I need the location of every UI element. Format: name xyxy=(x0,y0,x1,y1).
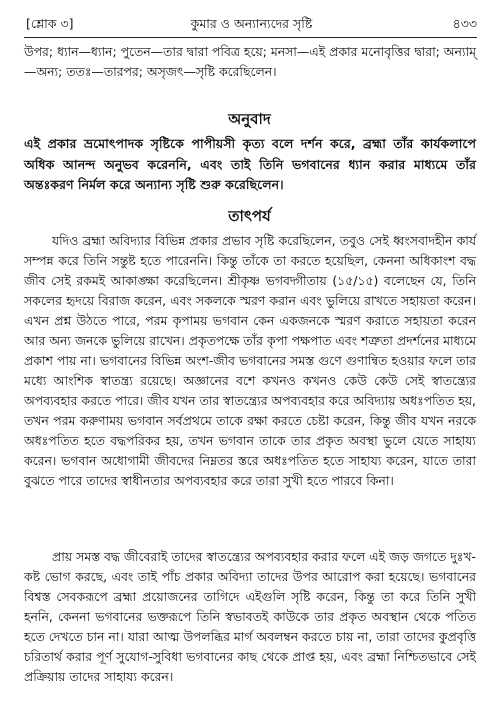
translation-text: এই প্রকার ভ্রমোৎপাদক সৃষ্টিকে পাপীয়সী কৃত্য বলে দর্শন করে, ব্রহ্মা তাঁর কার্যকলাপে অধিক আনন্দ অনুভব করেননি, এবং তাই তিনি ভগবানের ধ্যান করার মাধ্যমে তাঁর অন্তঃকরণ নির্মল করে অন্যান্য সৃষ্টি শুরু করেছিলেন। xyxy=(24,136,476,192)
synonyms-text: উপর; ধ্যান—ধ্যান; পুতেন—তার দ্বারা পবিত্র হয়ে; মনসা—এই প্রকার মনোবৃত্তির দ্বারা; অন্যাম্—অন্য; ততঃ—তারপর; অসৃজৎ—সৃষ্টি করেছিলেন। xyxy=(24,44,476,79)
purport-paragraph-1: যদিও ব্রহ্মা অবিদ্যার বিভিন্ন প্রকার প্রভাব সৃষ্টি করেছিলেন, তবুও সেই ধ্বংসবাদহীন কার্য সম্পন্ন করে তিনি সন্তুষ্ট হতে পারেননি। কিন্তু তাঁকে তা করতে হয়েছিল, কেননা অধিকাংশ বদ্ধ জীব সেই রকমই আকাঙ্ক্ষা করেছিলেন। শ্রীকৃষ্ণ ভগবদ্গীতায় (১৫/১৫) বলেছেন যে, তিনি সকলের হৃদয়ে বিরাজ করেন, এবং সকলকে স্মরণ করান এবং ভুলিয়ে রাখতে সহায়তা করেন। এখন প্রশ্ন উঠতে পারে, পরম কৃপাময় ভগবান কেন একজনকে স্মরণ করাতে সহায়তা করেন আর অন্য জনকে ভুলিয়ে রাখেন। প্রকৃতপক্ষে তাঁর কৃপা পক্ষপাত এবং শত্রুতা প্রদর্শনের মাধ্যমে প্রকাশ পায় না। ভগবানের বিভিন্ন অংশ-জীব ভগবানের সমস্ত গুণে গুণান্বিত হওয়ার ফলে তার মধ্যে আংশিক স্বাতন্ত্র্য রয়েছে। অজ্ঞানের বশে কখনও কখনও কেউ কেউ সেই স্বাতন্ত্র্যের অপব্যবহার করতে পারে। জীব যখন তার স্বাতন্ত্র্যের অপব্যবহার করে অবিদ্যায় অধঃপতিত হয়, তখন পরম করুণাময় ভগবান সর্বপ্রথমে তাকে রক্ষা করতে চেষ্টা করেন, কিন্তু জীব যখন নরকে অধঃপতিত হতে বদ্ধপরিকর হয়, তখন ভগবান তাকে তার প্রকৃত অবস্থা ভুলে যেতে সাহায্য করেন। ভগবান অধোগামী জীবদের নিম্নতর স্তরে অধঃপতিত হতে সাহায্য করেন, যাতে তারা বুঝতে পারে তাদের স্বাধীনতার অপব্যবহার করে তারা সুখী হতে পারবে কিনা। xyxy=(24,233,476,488)
purport-paragraph-2: প্রায় সমস্ত বদ্ধ জীবেরাই তাদের স্বাতন্ত্র্যের অপব্যবহার করার ফলে এই জড় জগতে দুঃখ-কষ্ট ভোগ করছে, এবং তাই পাঁচ প্রকার অবিদ্যা তাদের উপর আরোপ করা হয়েছে। ভগবানের বিশ্বস্ত সেবকরূপে ব্রহ্মা প্রয়োজনের তাগিদে এইগুলি সৃষ্টি করেন, কিন্তু তা করে তিনি সুখী হননি, কেননা ভগবানের ভক্তরূপে তিনি স্বভাবতই কাউকে তার প্রকৃত অবস্থান থেকে পতিত হতে দেখতে চান না। যারা আত্ম উপলব্ধির মার্গ অবলম্বন করতে চায় না, তারা তাদের কুপ্রবৃত্তি চরিতার্থ করার পূর্ণ সুযোগ-সুবিধা ভগবানের কাছ থেকে প্রাপ্ত হয়, এবং ব্রহ্মা নিশ্চিতভাবে সেই প্রক্রিয়ায় তাদের সাহায্য করেন। xyxy=(24,549,477,684)
chapter-title: কুমার ও অন্যান্যদের সৃষ্টি xyxy=(190,16,313,31)
purport-heading: তাৎপর্য xyxy=(228,207,271,225)
verse-reference: [শ্লোক ৩] xyxy=(26,16,74,31)
page-header xyxy=(26,16,477,36)
translation-heading: অনুবাদ xyxy=(228,110,271,128)
header-divider xyxy=(24,37,477,38)
page-number: ৪৩৩ xyxy=(452,16,477,31)
